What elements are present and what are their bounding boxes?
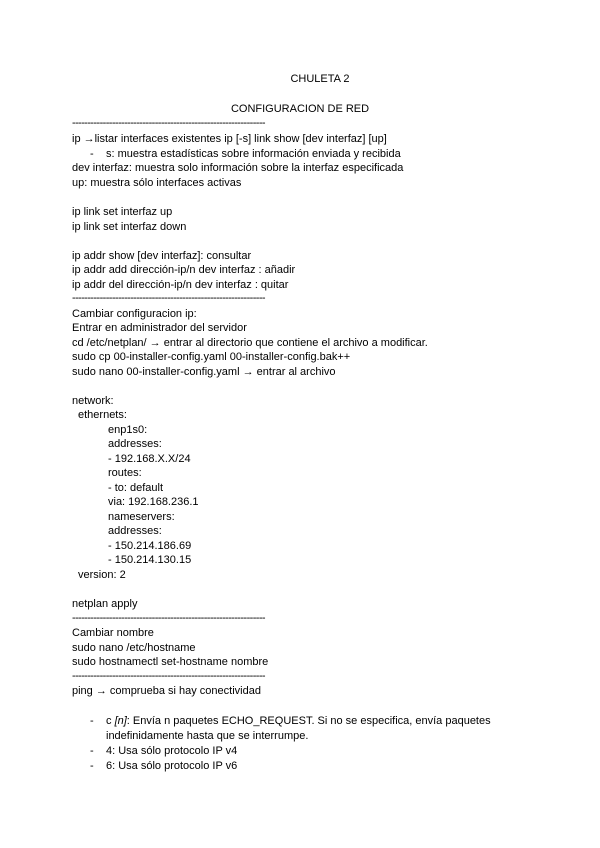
config-ip-step: cd /etc/netplan/ → entrar al directorio que contiene el archivo a modificar. [72,337,428,349]
bullet-dash: - [90,745,94,757]
section-heading: CONFIGURACION DE RED [230,103,370,115]
separator: --------------------------------------------------------------- [72,117,265,129]
yaml-line: addresses: [108,438,162,450]
addr-del: ip addr del dirección-ip/n dev interfaz : quitar [72,279,289,291]
ping-option-c-pre: c [106,715,115,727]
ip-list-line: ip →listar interfaces existentes ip [-s] link show [dev interfaz] [up] [72,133,387,145]
yaml-line: - 192.168.X.X/24 [108,453,191,465]
config-ip-step: sudo cp 00-installer-config.yaml 00-installer-config.bak++ [72,351,351,363]
config-ip-step: sudo nano 00-installer-config.yaml → entrar al archivo [72,366,336,378]
separator: --------------------------------------------------------------- [72,292,265,304]
yaml-line: - 150.214.186.69 [108,540,192,552]
ping-option-c-arg: [n] [114,715,127,727]
ip-option-up: up: muestra sólo interfaces activas [72,177,242,189]
hostname-title: Cambiar nombre [72,627,154,639]
netplan-apply: netplan apply [72,598,138,610]
hostname-step: sudo nano /etc/hostname [72,642,196,654]
yaml-line: - 150.214.130.15 [108,554,192,566]
ping-option-c [106,714,491,729]
ping-option-c-desc: : Envía n paquetes ECHO_REQUEST. Si no se especifica, envía paquetes [126,715,491,727]
ping-option-4: 4: Usa sólo protocolo IP v4 [106,745,238,757]
hostname-step: sudo hostnamectl set-hostname nombre [72,656,269,668]
ip-option-s: s: muestra estadísticas sobre información enviada y recibida [106,148,401,160]
yaml-line: via: 192.168.236.1 [108,496,199,508]
separator: --------------------------------------------------------------- [72,670,265,682]
link-set-up: ip link set interfaz up [72,206,173,218]
yaml-line: network: [72,395,114,407]
ip-option-dev: dev interfaz: muestra solo información sobre la interfaz especificada [72,162,404,174]
yaml-line: addresses: [108,525,162,537]
link-set-down: ip link set interfaz down [72,221,187,233]
yaml-line: routes: [108,467,142,479]
bullet-dash: - [90,715,94,727]
yaml-line: enp1s0: [108,424,148,436]
addr-add: ip addr add dirección-ip/n dev interfaz : añadir [72,264,296,276]
yaml-line: - to: default [108,482,164,494]
ping-option-c-cont: indefinidamente hasta que se interrumpe. [106,730,309,742]
ping-line: ping → comprueba si hay conectividad [72,685,261,697]
separator: --------------------------------------------------------------- [72,612,265,624]
yaml-line: ethernets: [78,409,127,421]
page-title: CHULETA 2 [290,73,350,85]
addr-show: ip addr show [dev interfaz]: consultar [72,250,252,262]
yaml-line: nameservers: [108,511,175,523]
bullet-dash: - [90,148,94,160]
ping-option-6: 6: Usa sólo protocolo IP v6 [106,760,238,772]
yaml-line: version: 2 [78,569,126,581]
config-ip-title: Cambiar configuracion ip: [72,308,197,320]
bullet-dash: - [90,760,94,772]
config-ip-step: Entrar en administrador del servidor [72,322,247,334]
